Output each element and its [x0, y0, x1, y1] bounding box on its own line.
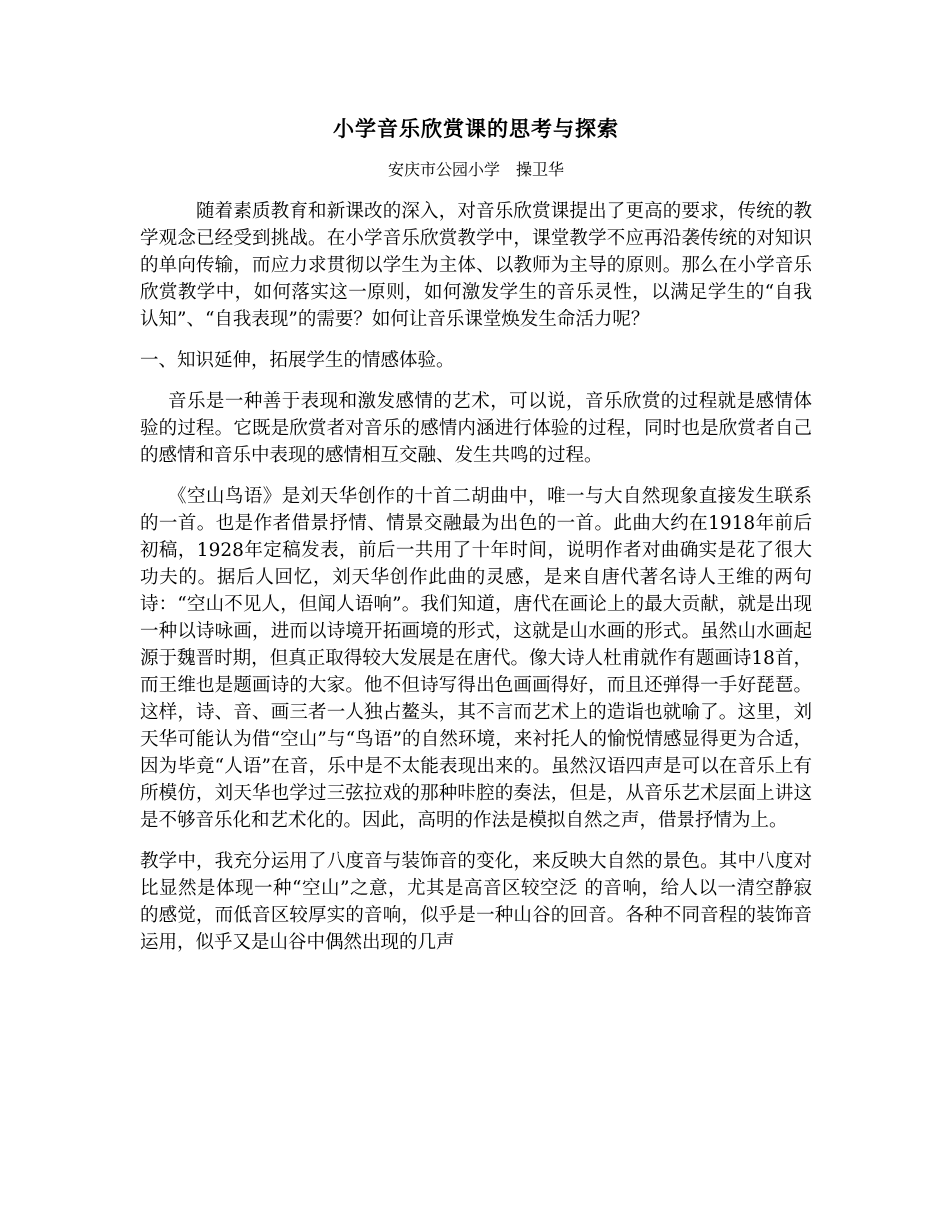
page-title: 小学音乐欣赏课的思考与探索	[333, 117, 619, 141]
intro-paragraph: 随着素质教育和新课改的深入，对音乐欣赏课提出了更高的要求，传统的教学观念已经受到挑战。在小学音乐欣赏教学中，课堂教学不应再沿袭传统的对知识的单向传输，而应力求贯彻以学生为主体、以教师为主导的原则。那么在小学音乐欣赏教学中，如何落实这一原则，如何激发学生的音乐灵性，以满足学生的“自我认知”、“自我表现”的需要？如何让音乐课堂焕发生命活力呢？	[140, 201, 812, 330]
paragraph-teaching: 教学中，我充分运用了八度音与装饰音的变化，来反映大自然的景色。其中八度对比显然是体现一种“空山”之意，尤其是高音区较空泛 的音响，给人以一清空静寂的感觉，而低音区较厚实的音响，似乎是一种山谷的回音。各种不同音程的装饰音运用，似乎又是山谷中偶然出现的几声	[140, 851, 812, 953]
paragraph-emotion: 音乐是一种善于表现和激发感情的艺术，可以说，音乐欣赏的过程就是感情体验的过程。它既是欣赏者对音乐的感情内涵进行体验的过程，同时也是欣赏者自己的感情和音乐中表现的感情相互交融、发生共鸣的过程。	[140, 391, 812, 466]
author-line: 安庆市公园小学 操卫华	[387, 160, 564, 179]
paragraph-kongshan-niaoyu: 《空山鸟语》是刘天华创作的十首二胡曲中，唯一与大自然现象直接发生联系的一首。也是作者借景抒情、情景交融最为出色的一首。此曲大约在1918年前后初稿，1928年定稿发表，前后一共用了十年时间，说明作者对曲确实是花了很大功夫的。据后人回忆，刘天华创作此曲的灵感，是来自唐代著名诗人王维的两句诗：“空山不见人，但闻人语响”。我们知道，唐代在画论上的最大贡献，就是出现一种以诗咏画，进而以诗境开拓画境的形式，这就是山水画的形式。虽然山水画起源于魏晋时期，但真正取得较大发展是在唐代。像大诗人杜甫就作有题画诗18首，而王维也是题画诗的大家。他不但诗写得出色画画得好，而且还弹得一手好琵琶。这样，诗、音、画三者一人独占鳌头，其不言而艺术上的造诣也就喻了。这里，刘天华可能认为借“空山”与“鸟语”的自然环境，来衬托人的愉悦情感显得更为合适，因为毕竟“人语”在音，乐中是不太能表现出来的。虽然汉语四声是可以在音乐上有所模仿，刘天华也学过三弦拉戏的那种咔腔的奏法，但是，从音乐艺术层面上讲这是不够音乐化和艺术化的。因此，高明的作法是模拟自然之声，借景抒情为上。	[140, 486, 812, 831]
section-heading-1: 一、知识延伸，拓展学生的情感体验。	[140, 350, 455, 371]
document-body	[140, 112, 812, 970]
